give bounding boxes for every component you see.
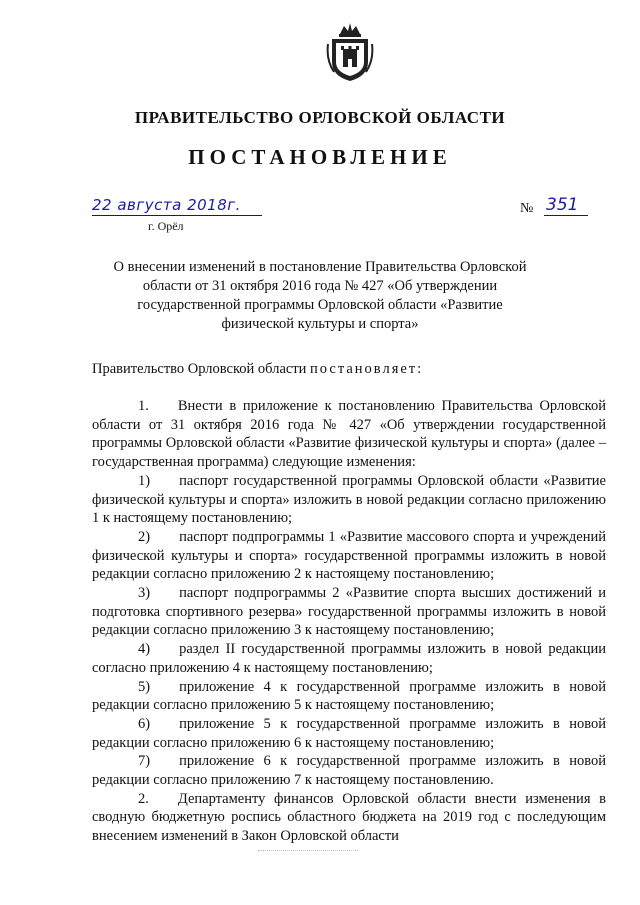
paragraph-1-5: 5) приложение 4 к государственной программе изложить в новой редакции согласно приложению 5 к настоящему постановлению; [92, 678, 606, 714]
number-label: № [520, 201, 534, 216]
document-body [92, 397, 606, 846]
paragraph-1-7: 7) приложение 6 к государственной программе изложить в новой редакции согласно приложению 7 к настоящему постановлению. [92, 753, 606, 789]
scan-mark [258, 850, 358, 851]
date-underline [92, 215, 262, 216]
city: г. Орёл [148, 219, 184, 233]
coat-of-arms-icon [326, 20, 374, 82]
paragraph-1-6: 6) приложение 5 к государственной программе изложить в новой редакции согласно приложению 6 к настоящему постановлению; [92, 715, 606, 751]
decree-word: постановляет: [310, 361, 424, 377]
intro-line [92, 360, 612, 379]
paragraph-1-1: 1) паспорт государственной программы Орловской области «Развитие физической культуры и спорта» изложить в новой редакции согласно приложению 1 к настоящему постановлению; [92, 472, 606, 527]
document-subject: О внесении изменений в постановление Правительства Орловской области от 31 октября 2016 года № 427 «Об утверждении государственной программы Орловской области «Развитие физической культуры и спорта» [113, 259, 527, 332]
handwritten-date: 22 августа 2018г. [92, 196, 241, 214]
paragraph-1-2: 2) паспорт подпрограммы 1 «Развитие массового спорта и учреждений физической культуры и спорта» государственной программы изложить в новой редакции согласно приложению 2 к настоящему постановлению; [92, 528, 606, 583]
government-title: ПРАВИТЕЛЬСТВО ОРЛОВСКОЙ ОБЛАСТИ [134, 108, 506, 127]
intro-text: Правительство Орловской области [92, 361, 311, 377]
paragraph-1-4: 4) раздел II государственной программы изложить в новой редакции согласно приложению 4 к настоящему постановлению; [92, 641, 606, 676]
paragraph-1-3: 3) паспорт подпрограммы 2 «Развитие спорта высших достижений и подготовка спортивного резерва» государственной программы изложить в новой редакции согласно приложению 3 к настоящему постановлению; [92, 585, 606, 639]
handwritten-number: 351 [546, 195, 579, 215]
document-type: ПОСТАНОВЛЕНИЕ [188, 145, 452, 169]
number-underline [544, 215, 588, 216]
paragraph-2: 2. Департаменту финансов Орловской области внести изменения в сводную бюджетную роспись областного бюджета на 2019 год с последующим внесением изменений в Закон Орловской области [92, 790, 606, 845]
paragraph-1: 1. Внести в приложение к постановлению Правительства Орловской области от 31 октября 2016 года № 427 «Об утверждении государственной программы Орловской области «Развитие физической культуры и спорта» (далее – государственная программа) следующие изменения: [92, 398, 606, 471]
